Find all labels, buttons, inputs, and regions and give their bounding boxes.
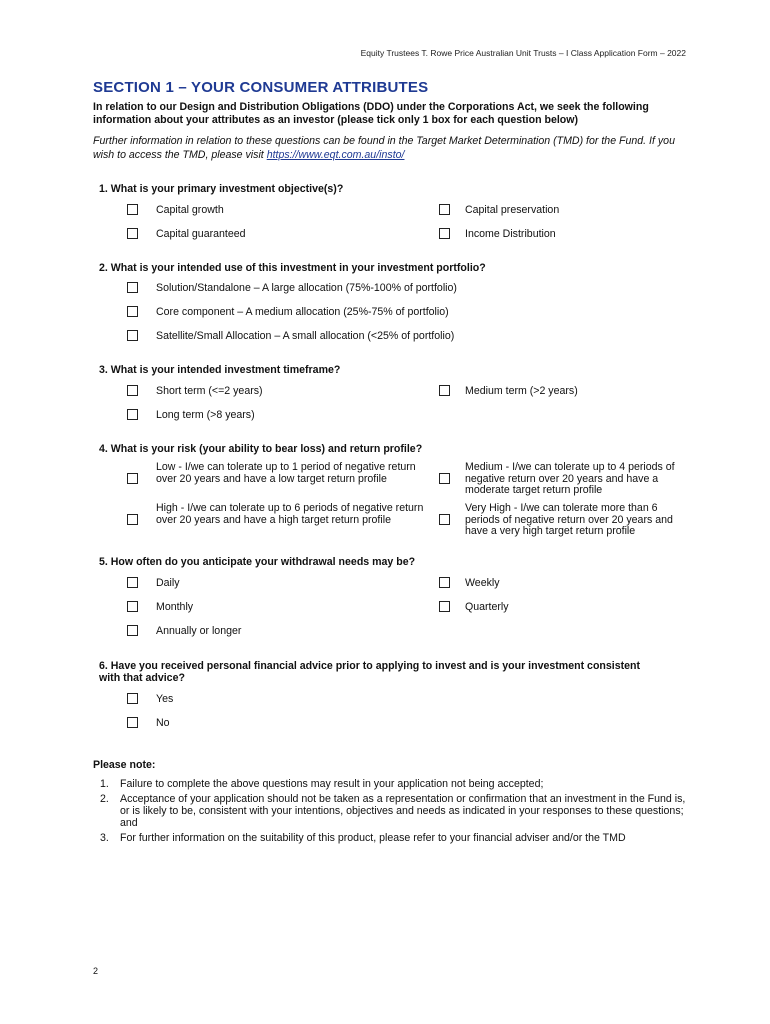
- question-5: 5. How often do you anticipate your withdrawal needs may be?: [99, 556, 416, 568]
- page-header: Equity Trustees T. Rowe Price Australian Unit Trusts – I Class Application Form – 2022: [360, 48, 686, 58]
- intro-info-text: Further information in relation to these questions can be found in the Target Market Determination (TMD) for the Fund. If you wish to access the TMD, please visit: [93, 135, 675, 161]
- checkbox-capital-preservation[interactable]: [439, 204, 450, 215]
- option-label: Solution/Standalone – A large allocation (75%-100% of portfolio): [156, 282, 457, 294]
- option-label: No: [156, 717, 170, 729]
- checkbox-risk-low[interactable]: [127, 473, 138, 484]
- question-6: 6. Have you received personal financial advice prior to applying to invest and is your investment consistent with that advice?: [99, 660, 641, 684]
- question-3: 3. What is your intended investment timeframe?: [99, 364, 341, 376]
- checkbox-weekly[interactable]: [439, 577, 450, 588]
- checkbox-risk-medium[interactable]: [439, 473, 450, 484]
- option-label: Very High - I/we can tolerate more than 6 periods of negative return over 20 years and have a very high target return profile: [465, 502, 673, 537]
- option-label: Core component – A medium allocation (25%-75% of portfolio): [156, 306, 449, 318]
- checkbox-short-term[interactable]: [127, 385, 138, 396]
- tmd-link[interactable]: https://www.eqt.com.au/insto/: [266, 149, 405, 161]
- option-label: Short term (<=2 years): [156, 385, 263, 397]
- option-label: Quarterly: [465, 601, 509, 613]
- option-label: Long term (>8 years): [156, 409, 255, 421]
- list-number: 1.: [100, 778, 109, 790]
- option-label: Weekly: [465, 577, 500, 589]
- option-label: Low - I/we can tolerate up to 1 period of negative return over 20 years and have a low target return profile: [156, 461, 416, 485]
- checkbox-income-distribution[interactable]: [439, 228, 450, 239]
- list-item: [93, 778, 693, 790]
- checkbox-capital-growth[interactable]: [127, 204, 138, 215]
- checkbox-yes[interactable]: [127, 693, 138, 704]
- option-label: Annually or longer: [156, 625, 242, 637]
- checkbox-solution-standalone[interactable]: [127, 282, 138, 293]
- list-text: Failure to complete the above questions may result in your application not being accepted;: [120, 778, 544, 790]
- option-label: Medium - I/we can tolerate up to 4 periods of negative return over 20 years and have a moderate target return profile: [465, 461, 675, 496]
- checkbox-medium-term[interactable]: [439, 385, 450, 396]
- option-label: Capital preservation: [465, 204, 560, 216]
- checkbox-satellite-small[interactable]: [127, 330, 138, 341]
- option-label: Medium term (>2 years): [465, 385, 578, 397]
- page-number: 2: [93, 966, 99, 976]
- checkbox-long-term[interactable]: [127, 409, 138, 420]
- option-label: Capital growth: [156, 204, 224, 216]
- section-title: SECTION 1 – YOUR CONSUMER ATTRIBUTES: [93, 79, 429, 96]
- list-text: For further information on the suitability of this product, please refer to your financial adviser and/or the TMD: [120, 832, 626, 844]
- checkbox-monthly[interactable]: [127, 601, 138, 612]
- option-label: Yes: [156, 693, 174, 705]
- question-4: 4. What is your risk (your ability to bear loss) and return profile?: [99, 443, 423, 455]
- checkbox-core-component[interactable]: [127, 306, 138, 317]
- option-label: Daily: [156, 577, 180, 589]
- option-label: High - I/we can tolerate up to 6 periods of negative return over 20 years and have a high target return profile: [156, 502, 424, 526]
- option-label: Monthly: [156, 601, 194, 613]
- question-1: 1. What is your primary investment objective(s)?: [99, 183, 344, 195]
- intro-info: [93, 134, 693, 162]
- question-2: 2. What is your intended use of this investment in your investment portfolio?: [99, 262, 486, 274]
- checkbox-no[interactable]: [127, 717, 138, 728]
- note-list: [93, 778, 693, 847]
- list-item: [93, 832, 693, 844]
- list-item: [93, 793, 693, 829]
- list-number: 3.: [100, 832, 109, 844]
- checkbox-quarterly[interactable]: [439, 601, 450, 612]
- checkbox-risk-very-high[interactable]: [439, 514, 450, 525]
- checkbox-annually[interactable]: [127, 625, 138, 636]
- list-text: Acceptance of your application should not be taken as a representation or confirmation that an investment in the Fund is, or is likely to be, consistent with your intentions, objectives and needs as indicated in your responses to these questions; and: [120, 793, 686, 829]
- checkbox-daily[interactable]: [127, 577, 138, 588]
- note-title: Please note:: [93, 759, 156, 771]
- list-number: 2.: [100, 793, 109, 805]
- checkbox-risk-high[interactable]: [127, 514, 138, 525]
- intro-instructions: In relation to our Design and Distribution Obligations (DDO) under the Corporations Act, we seek the following information about your attributes as an investor (please tick only 1 box for each question below): [93, 101, 649, 126]
- option-label: Income Distribution: [465, 228, 556, 240]
- option-label: Satellite/Small Allocation – A small allocation (<25% of portfolio): [156, 330, 455, 342]
- option-label: Capital guaranteed: [156, 228, 246, 240]
- checkbox-capital-guaranteed[interactable]: [127, 228, 138, 239]
